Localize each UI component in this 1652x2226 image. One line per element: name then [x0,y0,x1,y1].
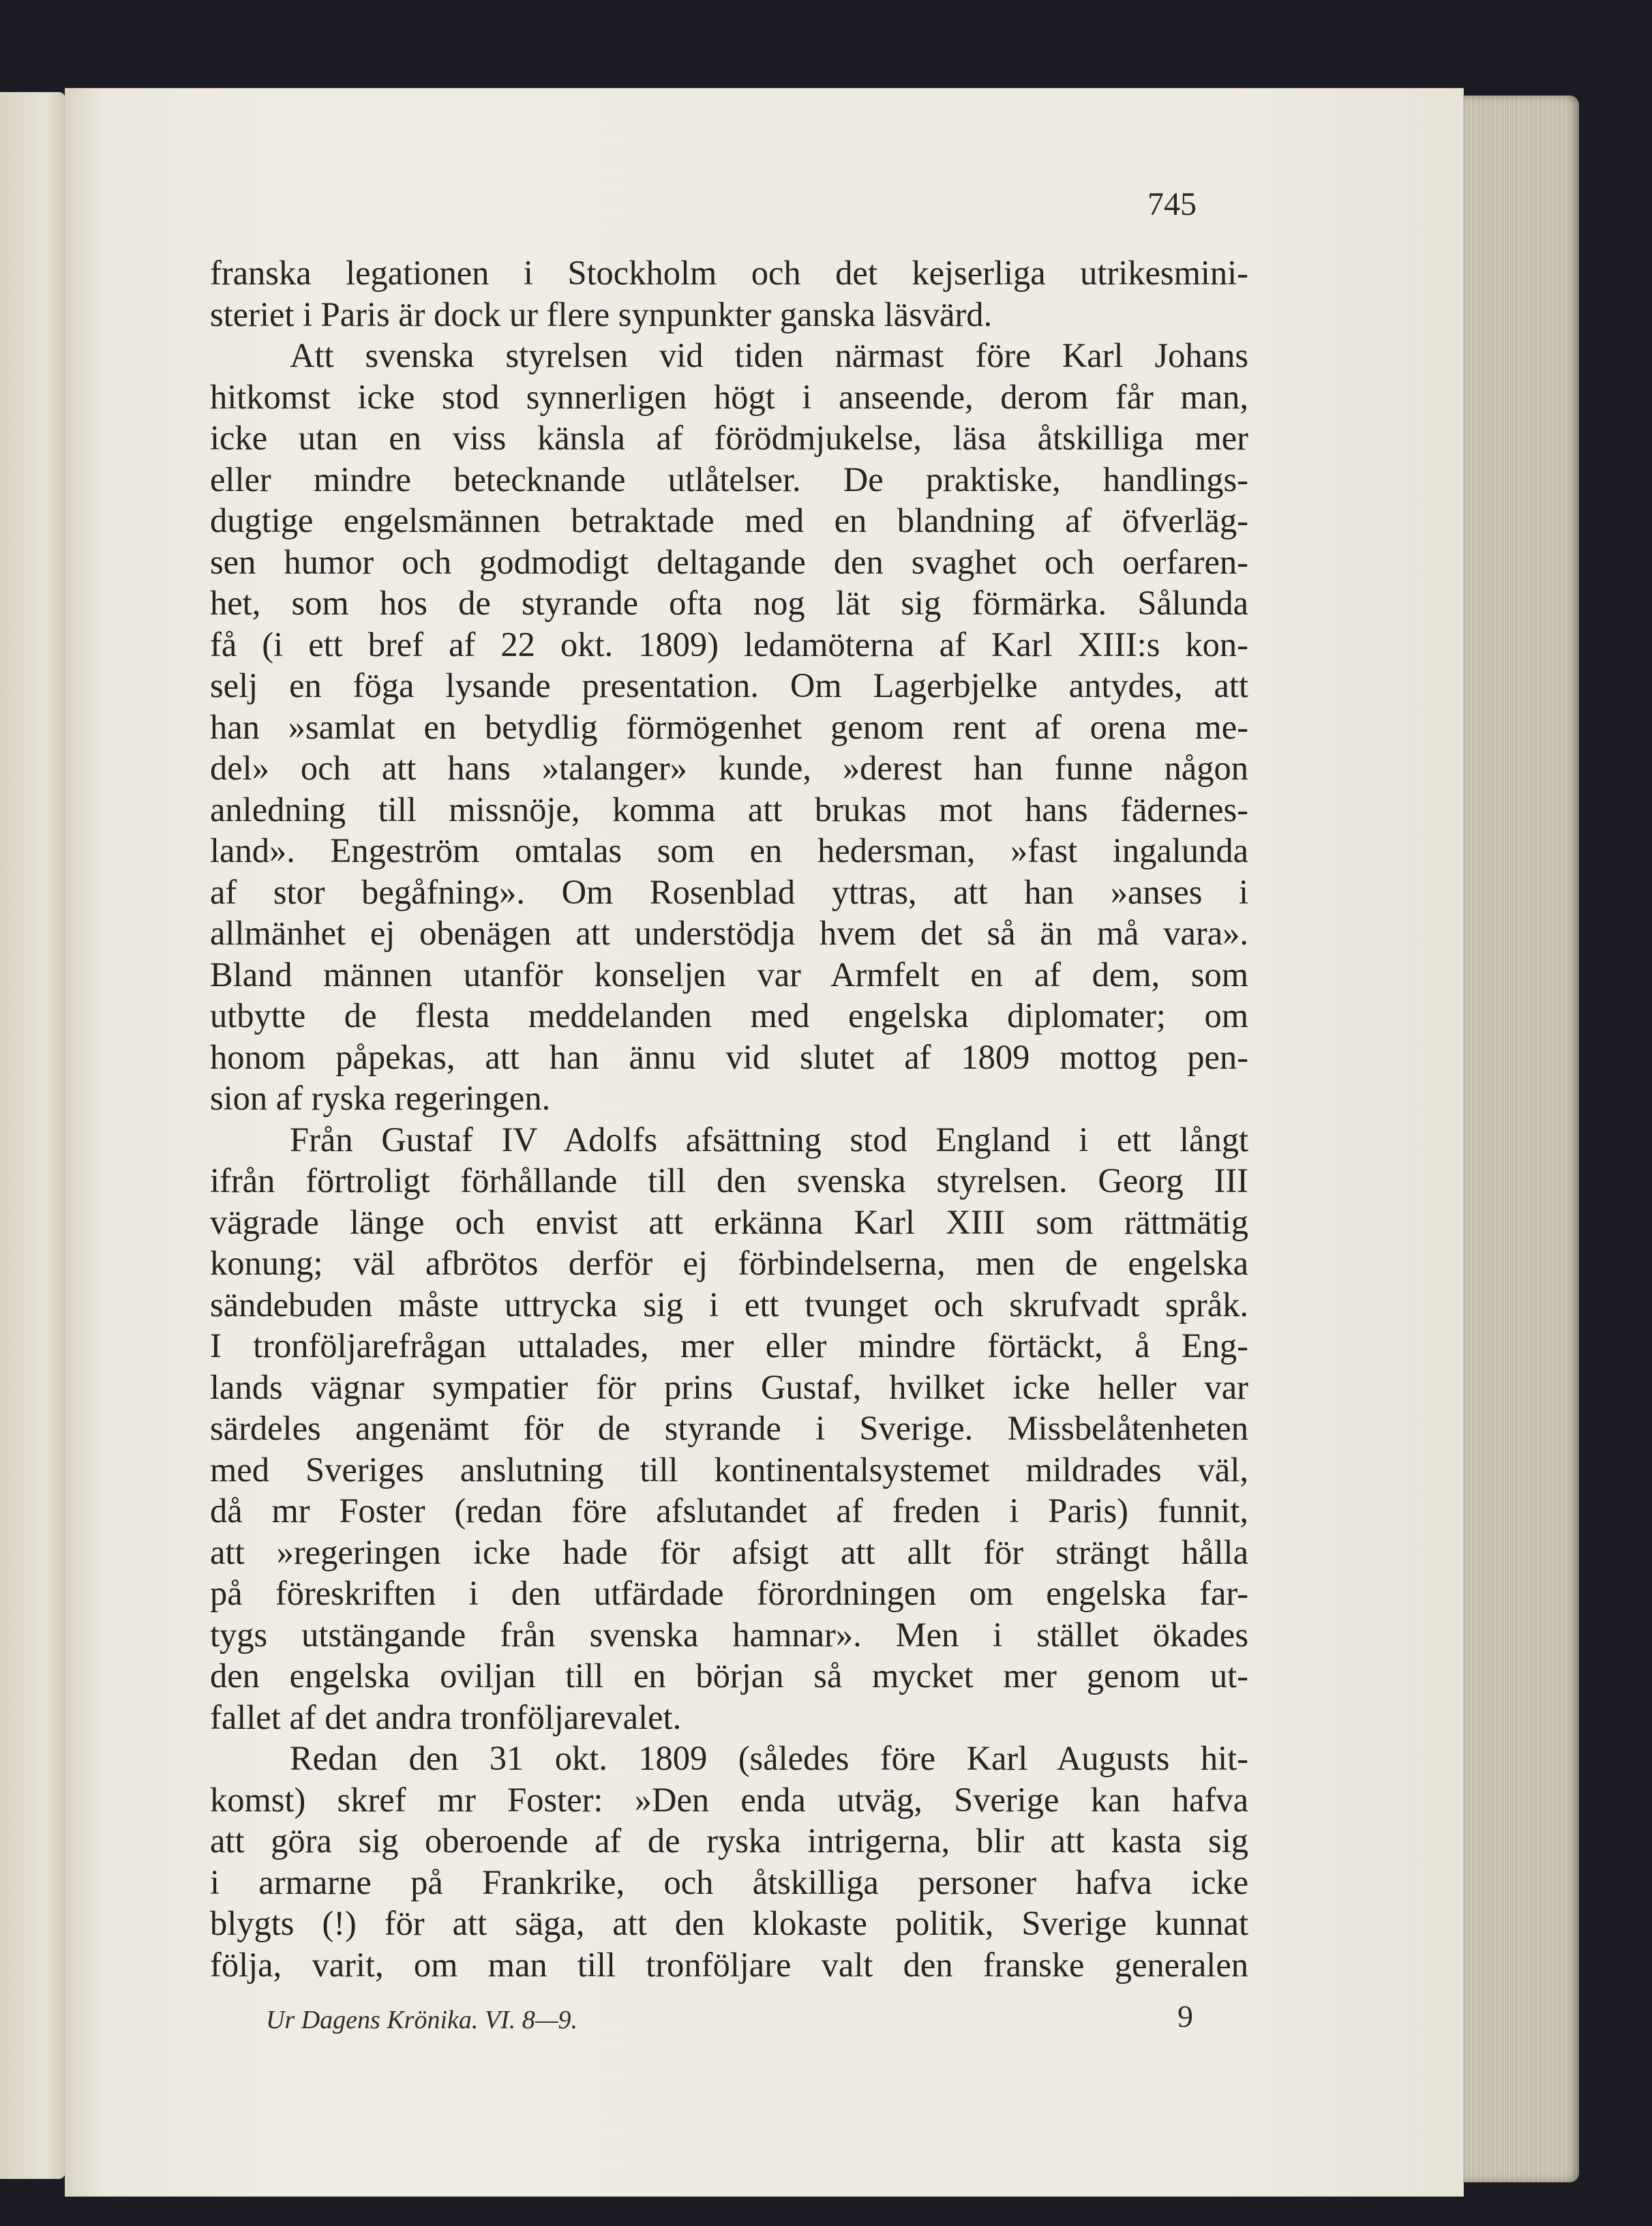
text-line: sen humor och godmodigt deltagande den svaghet och oerfaren- [210,542,1248,581]
text-line: blygts (!) för att säga, att den klokaste politik, Sverige kunnat [210,1904,1248,1942]
text-line: vägrade länge och envist att erkänna Karl XIII som rättmätig [210,1202,1248,1241]
text-line: allmänhet ej obenägen att understödja hvem det så än må vara». [210,914,1248,952]
text-line: utbytte de flesta meddelanden med engelska diplomater; om [210,996,1248,1035]
page-footer [266,1998,1255,2039]
text-line: Från Gustaf IV Adolfs afsättning stod England i ett långt [290,1120,1248,1159]
text-line: särdeles angenämt för de styrande i Sverige. Missbelåtenheten [210,1409,1248,1447]
text-line: het, som hos de styrande ofta nog lät sig förmärka. Sålunda [210,584,1248,622]
text-line: land». Engeström omtalas som en hedersman, »fast ingalunda [210,831,1248,870]
text-line: del» och att hans »talanger» kunde, »derest han funne någon [210,749,1248,787]
text-line: den engelska oviljan till en början så mycket mer genom ut- [210,1657,1248,1695]
text-line: af stor begåfning». Om Rosenblad yttras, att han »anses i [210,872,1248,911]
page-stack-edge [1463,95,1579,2182]
footer-sheet-number: 9 [1177,1999,1193,2034]
text-line: följa, varit, om man till tronföljare valt den franske generalen [210,1945,1248,1984]
text-line: sändebuden måste uttrycka sig i ett tvunget och skrufvadt språk. [210,1285,1248,1324]
text-line: han »samlat en betydlig förmögenhet genom rent af orena me- [210,707,1248,746]
text-line: icke utan en viss känsla af förödmjukelse, läsa åtskilliga mer [210,419,1248,457]
text-line: att »regeringen icke hade för afsigt att allt för strängt hålla [210,1532,1248,1571]
text-line: anledning till missnöje, komma att brukas mot hans fädernes- [210,790,1248,829]
text-line: få (i ett bref af 22 okt. 1809) ledamöterna af Karl XIII:s kon- [210,625,1248,664]
body-text [210,252,1248,1985]
text-line: selj en föga lysande presentation. Om Lagerbjelke antydes, att [210,666,1248,704]
text-line: lands vägnar sympatier för prins Gustaf, hvilket icke heller var [210,1367,1248,1406]
text-line: på föreskriften i den utfärdade förordningen om engelska far- [210,1574,1248,1612]
text-line: honom påpekas, att han ännu vid slutet af 1809 mottog pen- [210,1037,1248,1076]
text-line: Bland männen utanför konseljen var Armfelt en af dem, som [210,955,1248,994]
facing-page-edge [0,92,65,2179]
text-line: fallet af det andra tronföljarevalet. [210,1697,682,1736]
text-line: hitkomst icke stod synnerligen högt i anseende, derom får man, [210,377,1248,416]
text-line: Att svenska styrelsen vid tiden närmast före Karl Johans [290,336,1248,374]
text-line: eller mindre betecknande utlåtelser. De praktiske, handlings- [210,460,1248,499]
text-line: Redan den 31 okt. 1809 (således före Karl Augusts hit- [290,1739,1248,1777]
text-line: dugtige engelsmännen betraktade med en blandning af öfverläg- [210,501,1248,539]
text-line: med Sveriges anslutning till kontinentalsystemet mildrades väl, [210,1450,1248,1489]
text-line: ifrån förtroligt förhållande till den svenska styrelsen. Georg III [210,1161,1248,1200]
text-line: sion af ryska regeringen. [210,1079,551,1117]
text-line: franska legationen i Stockholm och det kejserliga utrikesmini- [210,254,1248,292]
text-line: konung; väl afbrötos derför ej förbindelserna, men de engelska [210,1244,1248,1282]
text-line: då mr Foster (redan före afslutandet af freden i Paris) funnit, [210,1492,1248,1530]
footer-signature: Ur Dagens Krönika. VI. 8—9. [266,2006,578,2034]
text-line: tygs utstängande från svenska hamnar». Men i stället ökades [210,1615,1248,1654]
text-line: I tronföljarefrågan uttalades, mer eller mindre förtäckt, å Eng- [210,1326,1248,1365]
text-line: i armarne på Frankrike, och åtskilliga personer hafva icke [210,1863,1248,1901]
page-number: 745 [1147,186,1197,222]
text-line: steriet i Paris är dock ur flere synpunkter ganska läsvärd. [210,295,993,333]
text-line: att göra sig oberoende af de ryska intrigerna, blir att kasta sig [210,1822,1248,1860]
text-line: komst) skref mr Foster: »Den enda utväg, Sverige kan hafva [210,1780,1248,1819]
